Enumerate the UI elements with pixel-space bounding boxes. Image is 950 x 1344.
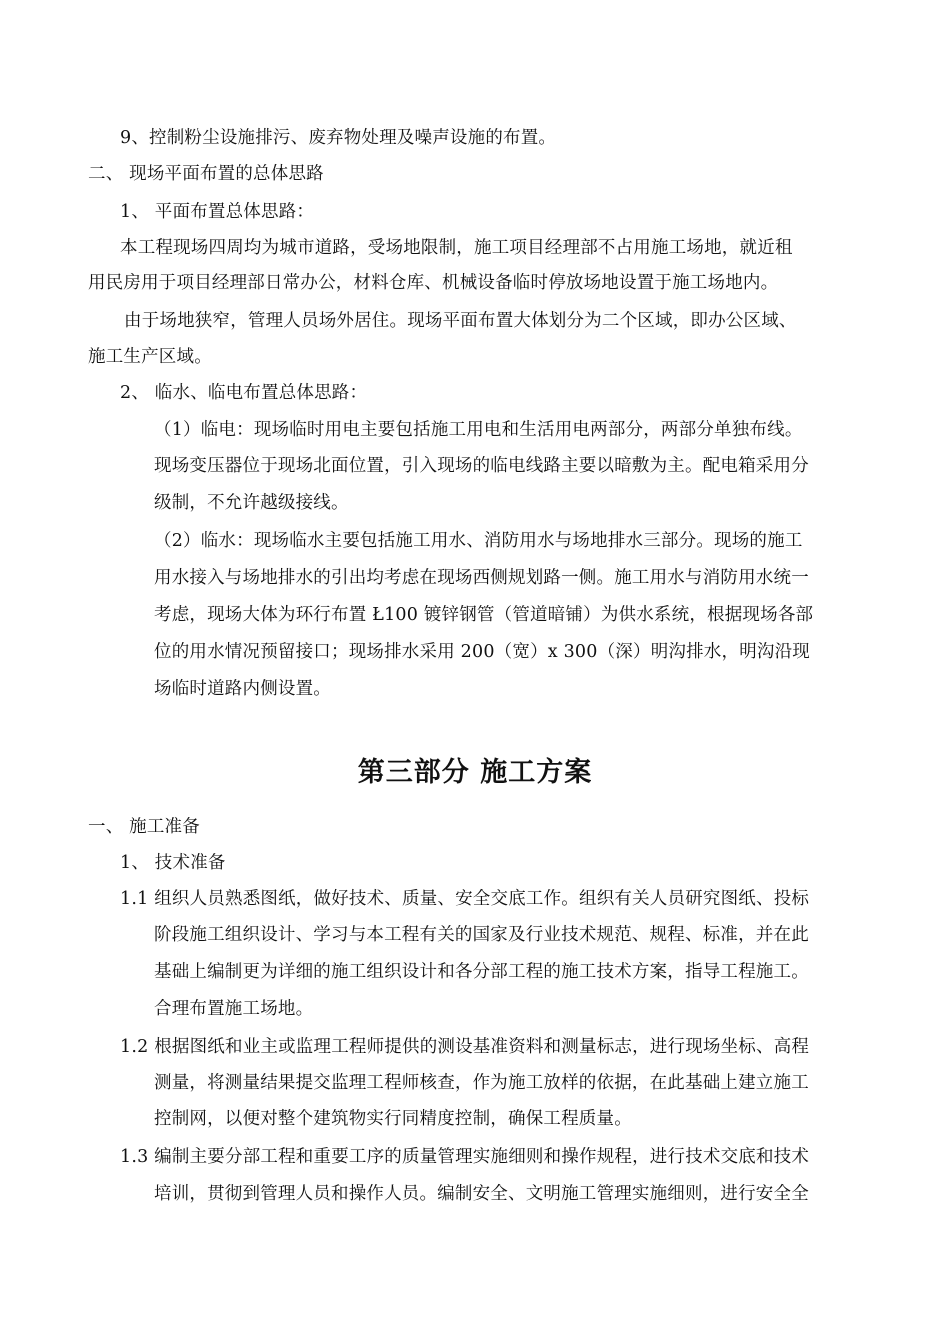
paragraph-line: 1.2 根据图纸和业主或监理工程师提供的测设基准资料和测量标志，进行现场坐标、高程 bbox=[120, 1037, 810, 1057]
paragraph-line: 合理布置施工场地。 bbox=[154, 999, 314, 1019]
paragraph-line: 位的用水情况预留接口；现场排水采用 200（宽）x 300（深）明沟排水，明沟沿现 bbox=[154, 642, 810, 662]
paragraph-line: 考虑，现场大体为环行布置 Ł100 镀锌钢管（管道暗铺）为供水系统，根据现场各部 bbox=[154, 605, 814, 625]
paragraph-line: 现场变压器位于现场北面位置，引入现场的临电线路主要以暗敷为主。配电箱采用分 bbox=[154, 456, 809, 476]
paragraph-line: （2）临水：现场临水主要包括施工用水、消防用水与场地排水三部分。现场的施工 bbox=[154, 531, 803, 551]
paragraph-line: （1）临电：现场临时用电主要包括施工用电和生活用电两部分，两部分单独布线。 bbox=[154, 420, 803, 440]
paragraph-line: 级制，不允许越级接线。 bbox=[154, 493, 349, 513]
subsection-heading: 1、 平面布置总体思路： bbox=[120, 202, 315, 222]
paragraph-line: 由于场地狭窄，管理人员场外居住。现场平面布置大体划分为二个区域，即办公区域、 bbox=[124, 311, 797, 331]
paragraph-line: 测量，将测量结果提交监理工程师核查，作为施工放样的依据，在此基础上建立施工 bbox=[154, 1073, 809, 1093]
paragraph-line: 控制网，以便对整个建筑物实行同精度控制，确保工程质量。 bbox=[154, 1109, 632, 1129]
paragraph-line: 施工生产区域。 bbox=[88, 347, 212, 367]
paragraph-line: 用民房用于项目经理部日常办公，材料仓库、机械设备临时停放场地设置于施工场地内。 bbox=[88, 273, 779, 293]
section-heading: 一、 施工准备 bbox=[88, 817, 200, 837]
paragraph-line: 用水接入与场地排水的引出均考虑在现场西侧规划路一侧。施工用水与消防用水统一 bbox=[154, 568, 809, 588]
paragraph-line: 1.3 编制主要分部工程和重要工序的质量管理实施细则和操作规程，进行技术交底和技术 bbox=[120, 1147, 810, 1167]
subsection-heading: 2、 临水、临电布置总体思路： bbox=[120, 383, 368, 403]
paragraph-line: 1.1 组织人员熟悉图纸，做好技术、质量、安全交底工作。组织有关人员研究图纸、投标 bbox=[120, 889, 810, 909]
paragraph-line: 基础上编制更为详细的施工组织设计和各分部工程的施工技术方案，指导工程施工。 bbox=[154, 962, 809, 982]
paragraph-line: 培训，贯彻到管理人员和操作人员。编制安全、文明施工管理实施细则，进行安全全 bbox=[154, 1184, 809, 1204]
paragraph-line: 本工程现场四周均为城市道路，受场地限制，施工项目经理部不占用施工场地，就近租 bbox=[120, 238, 793, 258]
subsection-heading: 1、 技术准备 bbox=[120, 853, 226, 873]
part-title: 第三部分 施工方案 bbox=[357, 757, 593, 788]
text-line: 9、控制粉尘设施排污、废弃物处理及噪声设施的布置。 bbox=[120, 128, 557, 148]
section-heading: 二、 现场平面布置的总体思路 bbox=[88, 164, 324, 184]
paragraph-line: 阶段施工组织设计、学习与本工程有关的国家及行业技术规范、规程、标准，并在此 bbox=[154, 925, 809, 945]
paragraph-line: 场临时道路内侧设置。 bbox=[154, 679, 331, 699]
